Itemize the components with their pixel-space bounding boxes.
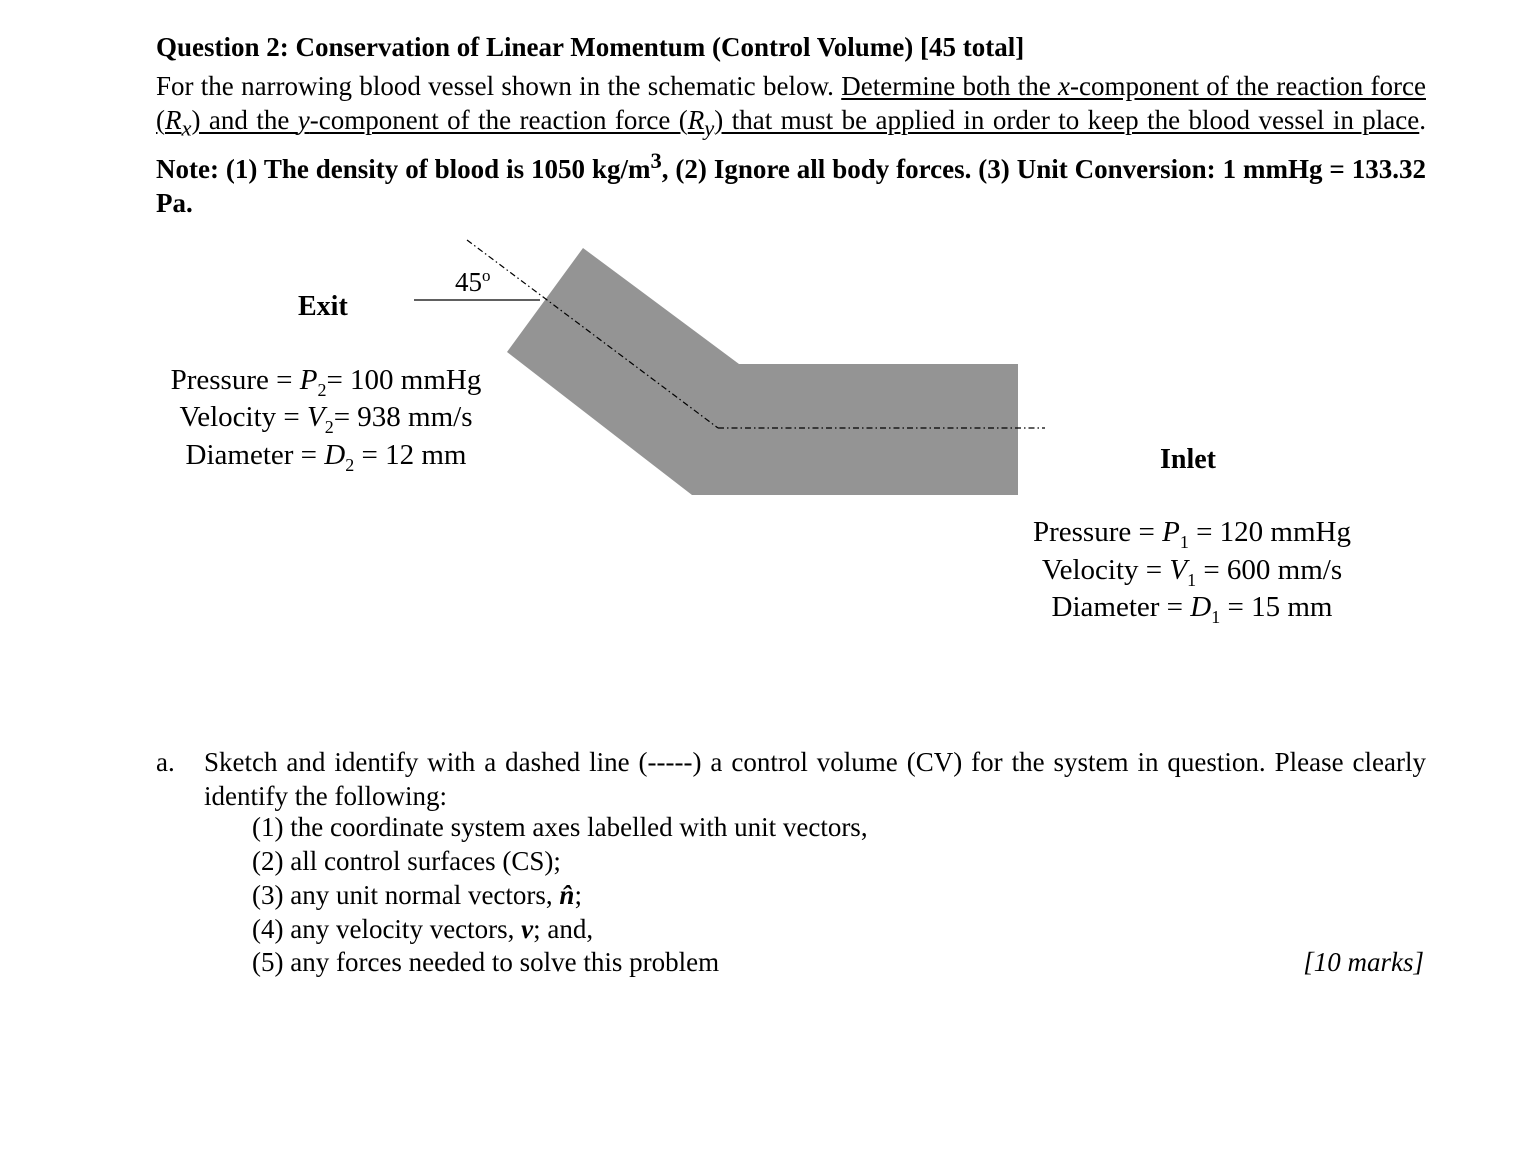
inlet-diameter-symbol: D xyxy=(1190,591,1212,623)
list-item-1: (1) the coordinate system axes labelled with unit vectors, xyxy=(252,812,868,842)
question-title: Question 2: Conservation of Linear Momentum (Control Volume) [45 total] xyxy=(156,32,1025,62)
inlet-velocity xyxy=(992,554,1392,591)
list-item-3-text: (3) any unit normal vectors, xyxy=(252,880,560,910)
angle-value: 45 xyxy=(455,267,482,297)
ry-subscript: y xyxy=(704,114,715,140)
exit-pressure-label: Pressure = xyxy=(170,364,300,396)
list-item-5: (5) any forces needed to solve this problem xyxy=(252,947,720,977)
x-letter: x xyxy=(1058,71,1071,101)
unit-normal-symbol: n̂ xyxy=(559,880,575,910)
note-text-1: Note: (1) The density of blood is 1050 kg/m xyxy=(156,154,651,185)
inlet-diameter xyxy=(992,591,1392,628)
angle-unit: o xyxy=(482,266,491,285)
inlet-velocity-symbol: V xyxy=(1169,554,1188,586)
inlet-pressure-symbol: P xyxy=(1162,516,1180,548)
question-note xyxy=(156,148,1427,218)
part-a-text: Sketch and identify with a dashed line (-----) a control volume (CV) for the system in question. Please clearly identify the following: xyxy=(204,747,1426,811)
note-superscript: 3 xyxy=(650,148,662,174)
rx-subscript: x xyxy=(181,114,192,140)
exit-heading: Exit xyxy=(298,291,348,322)
inlet-pressure-value: = 120 mmHg xyxy=(1188,516,1351,548)
inlet-velocity-subscript: 1 xyxy=(1187,569,1197,590)
inlet-pressure xyxy=(992,516,1392,553)
inlet-diameter-label: Diameter = xyxy=(1051,591,1191,623)
exit-velocity-value: = 938 mm/s xyxy=(333,401,473,433)
marks-label: [10 marks] xyxy=(1303,947,1424,977)
exit-velocity-subscript: 2 xyxy=(324,416,334,437)
exit-pressure xyxy=(126,364,526,401)
exit-velocity xyxy=(126,401,526,438)
exit-diameter-value: = 12 mm xyxy=(354,439,467,471)
question-intro: For the narrowing blood vessel shown in the schematic below. xyxy=(156,71,834,101)
list-item-3 xyxy=(252,880,582,911)
inlet-diameter-subscript: 1 xyxy=(1211,606,1221,627)
exit-diameter-label: Diameter = xyxy=(185,439,325,471)
inlet-heading: Inlet xyxy=(1160,444,1216,475)
rx-symbol: R xyxy=(165,104,182,135)
part-a-letter: a. xyxy=(156,747,175,777)
task-text-2: -component of the reaction force ( xyxy=(156,71,1426,135)
inlet-pressure-label: Pressure = xyxy=(1032,516,1163,548)
y-letter: y xyxy=(297,104,310,135)
question-statement xyxy=(156,70,1426,220)
task-period: . xyxy=(1419,104,1427,135)
exit-velocity-label: Velocity = xyxy=(179,401,307,433)
inlet-velocity-value: = 600 mm/s xyxy=(1196,554,1343,586)
task-text-1: Determine both the xyxy=(841,71,1059,101)
ry-symbol: R xyxy=(687,104,705,135)
exit-diameter-subscript: 2 xyxy=(345,454,355,475)
inlet-pressure-subscript: 1 xyxy=(1179,531,1189,552)
list-item-4 xyxy=(252,914,593,945)
velocity-symbol: v xyxy=(521,914,534,944)
task-text-4: -component of the reaction force ( xyxy=(309,104,688,135)
list-item-3-end: ; xyxy=(574,880,582,910)
inlet-velocity-label: Velocity = xyxy=(1041,554,1170,586)
list-item-4-text: (4) any velocity vectors, xyxy=(252,914,522,944)
exit-velocity-symbol: V xyxy=(306,401,325,433)
list-item-4-end: ; and, xyxy=(533,914,594,944)
angle-label xyxy=(455,266,491,298)
exit-pressure-value: = 100 mmHg xyxy=(326,364,482,396)
exit-diameter xyxy=(126,439,526,476)
blood-vessel xyxy=(507,248,1018,495)
exit-diameter-symbol: D xyxy=(324,439,346,471)
part-a xyxy=(156,745,1426,813)
task-text-3: ) and the xyxy=(191,104,298,135)
exit-pressure-symbol: P xyxy=(299,364,318,396)
task-text-5: ) that must be applied in order to keep the blood vessel in place xyxy=(714,104,1420,135)
note-text-2: , (2) Ignore all body forces. (3) Unit Conversion: 1 mmHg = 133.32 Pa. xyxy=(156,154,1427,218)
exit-pressure-subscript: 2 xyxy=(317,379,327,400)
list-item-2: (2) all control surfaces (CS); xyxy=(252,846,561,876)
inlet-diameter-value: = 15 mm xyxy=(1220,591,1333,623)
